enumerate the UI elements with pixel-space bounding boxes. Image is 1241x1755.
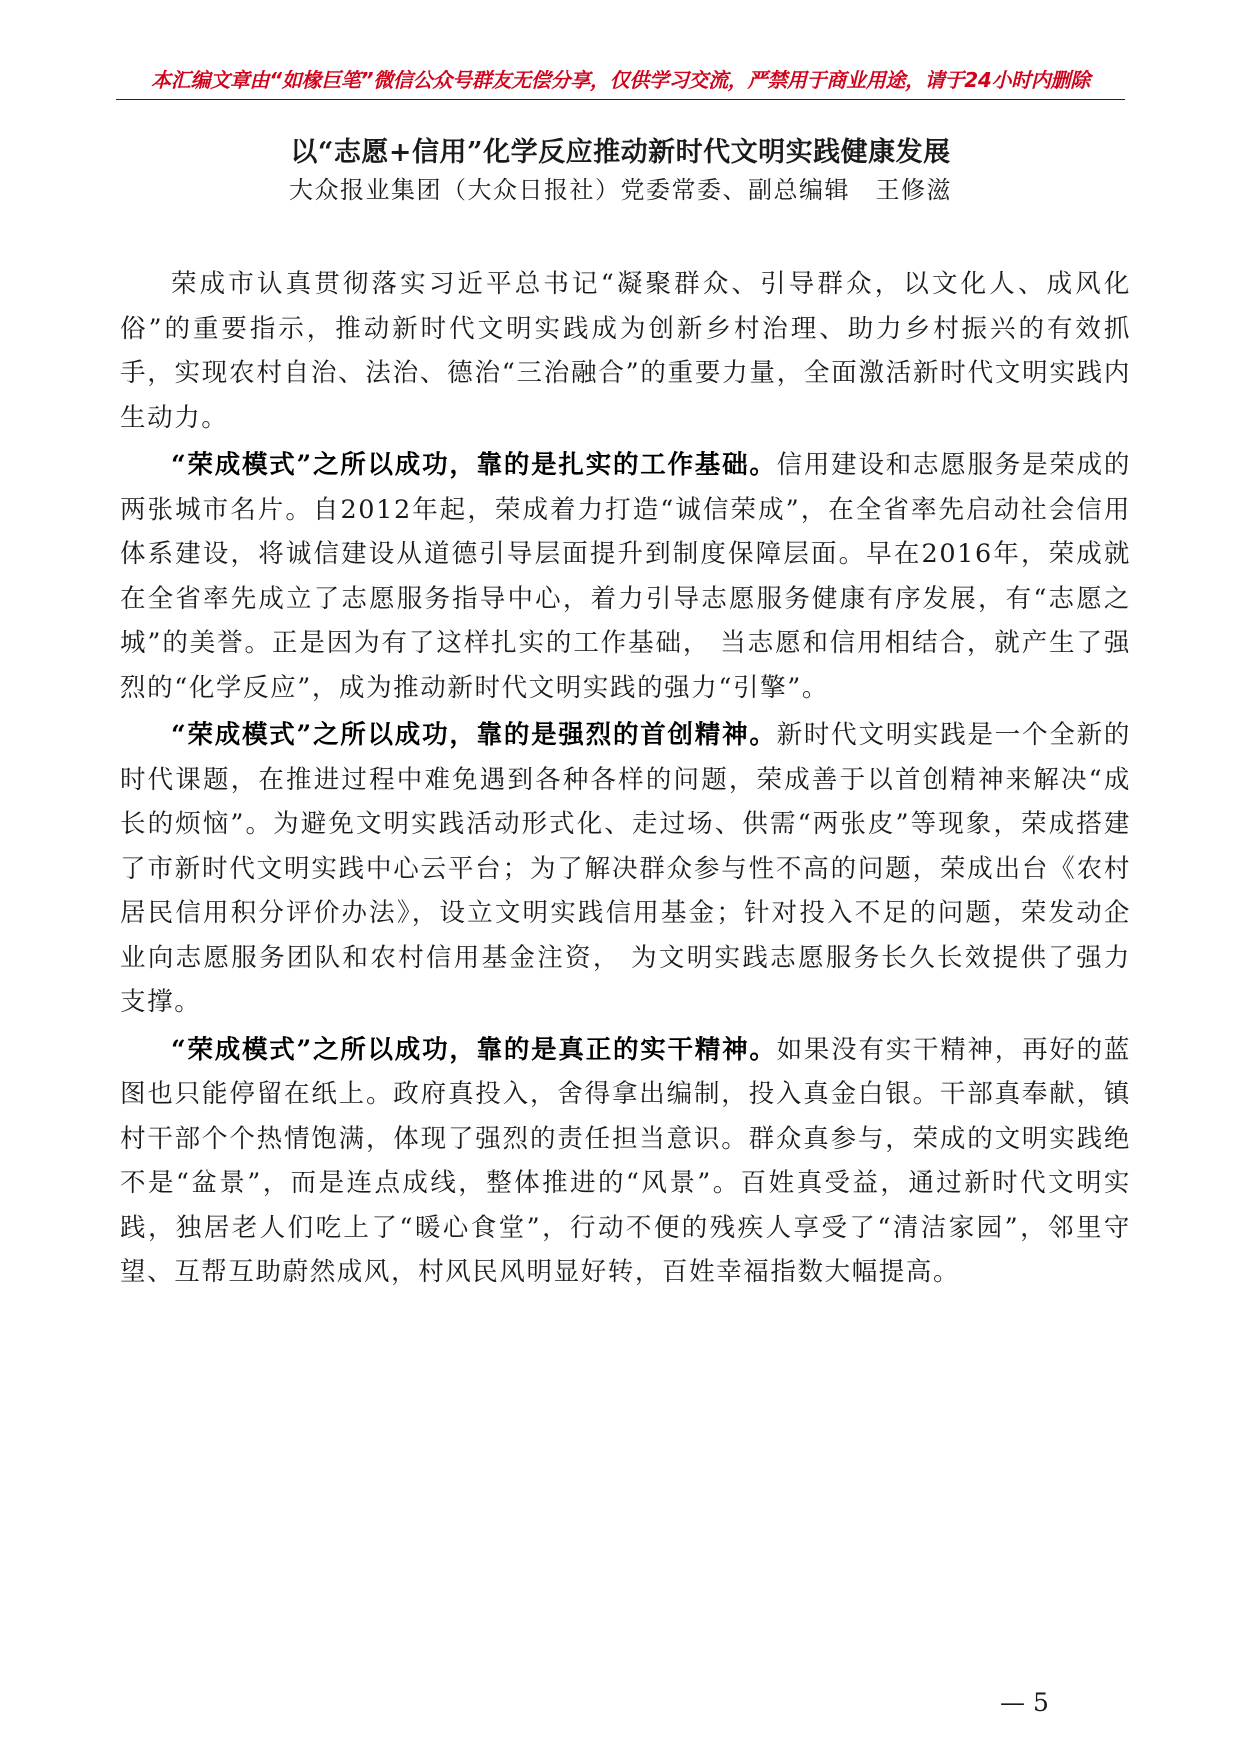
paragraph-text: 如果没有实干精神，再好的蓝图也只能停留在纸上。政府真投入，舍得拿出编制，投入真金白银。干部真奉献，镇村干部个个热情饱满，体现了强烈的责任担当意识。群众真参与，荣成的文明实践绝不是“盆景”，而是连点成线，整体推进的“风景”。百姓真受益，通过新时代文明实践，独居老人们吃上了“暖心食堂”，行动不便的残疾人享受了“清洁家园”，邻里守望、互帮互助蔚然成风，村风民风明显好转，百姓幸福指数大幅提高。 xyxy=(120,1034,1131,1287)
header-divider xyxy=(116,99,1125,100)
article-body xyxy=(120,262,1131,1298)
article-title: 以“志愿+信用”化学反应推动新时代文明实践健康发展 xyxy=(290,137,951,168)
paragraph xyxy=(120,713,1131,1025)
paragraph-text: 信用建设和志愿服务是荣成的两张城市名片。自2012年起，荣成着力打造“诚信荣成”，在全省率先启动社会信用体系建设，将诚信建设从道德引导层面提升到制度保障层面。早在2016年，荣成就在全省率先成立了志愿服务指导中心，着力引导志愿服务健康有序发展，有“志愿之城”的美誉。正是因为有了这样扎实的工作基础， 当志愿和信用相结合，就产生了强烈的“化学反应”，成为推动新时代文明实践的强力“引擎”。 xyxy=(120,450,1131,703)
paragraph xyxy=(120,443,1131,710)
paragraph-text: 荣成市认真贯彻落实习近平总书记“凝聚群众、引导群众，以文化人、成风化俗”的重要指示，推动新时代文明实践成为创新乡村治理、助力乡村振兴的有效抓手，实现农村自治、法治、德治“三治融合”的重要力量，全面激活新时代文明实践内生动力。 xyxy=(120,269,1131,433)
paragraph-lead: “荣成模式”之所以成功，靠的是强烈的首创精神。 xyxy=(171,720,777,750)
page-number: — 5 xyxy=(1000,1688,1049,1717)
paragraph-lead: “荣成模式”之所以成功，靠的是真正的实干精神。 xyxy=(171,1034,777,1065)
paragraph xyxy=(120,262,1131,440)
paragraph-text: 新时代文明实践是一个全新的时代课题，在推进过程中难免遇到各种各样的问题，荣成善于以首创精神来解决“成长的烦恼”。为避免文明实践活动形式化、走过场、供需“两张皮”等现象，荣成搭建了市新时代文明实践中心云平台；为了解决群众参与性不高的问题，荣成出台《农村居民信用积分评价办法》，设立文明实践信用基金；针对投入不足的问题，荣发动企业向志愿服务团队和农村信用基金注资， 为文明实践志愿服务长久长效提供了强力支撑。 xyxy=(120,720,1131,1017)
copyright-notice: 本汇编文章由“如椽巨笔”微信公众号群友无偿分享，仅供学习交流，严禁用于商业用途，请于24小时内删除 xyxy=(151,68,1090,92)
article-author: 大众报业集团（大众日报社）党委常委、副总编辑 王修滋 xyxy=(289,176,952,204)
paragraph xyxy=(120,1028,1131,1295)
paragraph-lead: “荣成模式”之所以成功，靠的是扎实的工作基础。 xyxy=(171,450,777,480)
